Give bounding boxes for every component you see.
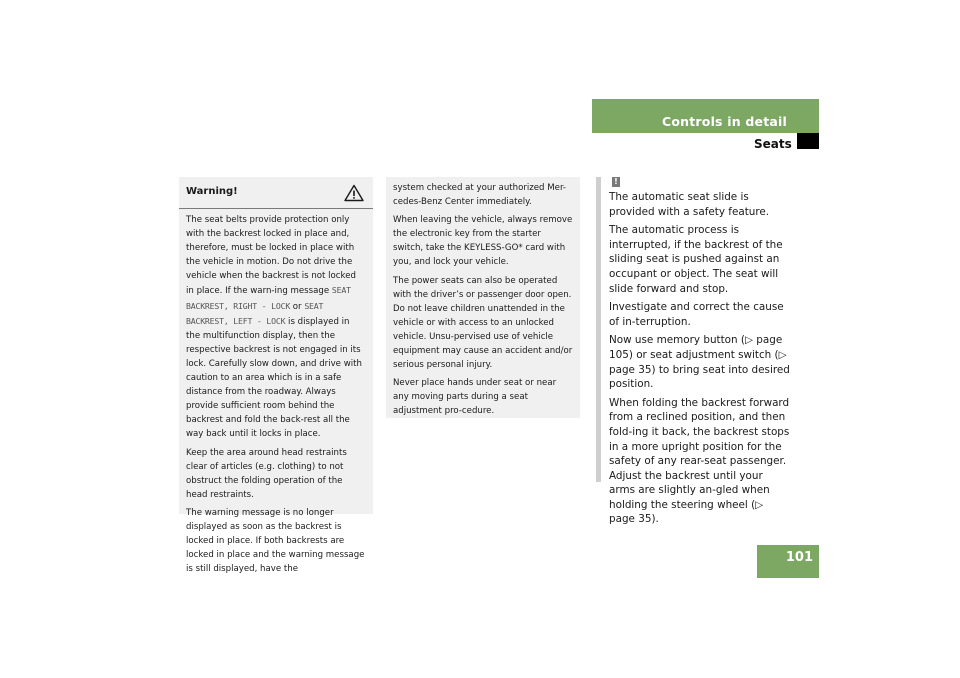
note-paragraph: Investigate and correct the cause of in-terruption. [609,301,784,328]
warning-triangle-icon [344,184,364,202]
warning-text: is displayed in the multifunction display, then the respective backrest is not engaged in its lock. Carefully slow down, and drive with caution to an area which is in a safe distance from the roadway. Always provide sufficient room behind the backrest and fold the back-rest all the way back until it locks in place. [186,316,362,440]
warning-paragraph: The power seats can also be operated with the driver’s or passenger door open. Do not leave children unattended in the vehicle or with access to an unlocked vehicle. Unsu-pervised use of vehicle equipment may cause an accident and/or serious personal injury. [393,275,573,371]
warning-text: The seat belts provide protection only with the backrest locked in place and, therefore, must be locked in place with the vehicle in motion. Do not drive the vehicle when the backrest is not locked in place. If the warn-ing message [186,215,356,297]
display-message-right: SEAT BACKREST, RIGHT - LOCK [186,285,351,311]
note-side-rule [596,177,601,482]
subsection-marker [797,133,819,149]
note-paragraph: The automatic process is interrupted, if the backrest of the sliding seat is pushed against an occupant or object. The seat will slide forward and stop. [609,224,783,295]
warning-box [179,177,373,575]
warning-paragraph: The warning message is no longer displayed as soon as the backrest is locked in place. If both backrests are locked in place and the warning message is still displayed, have the [186,507,365,575]
display-message-left: SEAT BACKREST, LEFT - LOCK [186,300,324,326]
page-number-box [757,545,819,578]
warning-title: Warning! [186,186,238,197]
note-body [609,190,791,531]
subsection-title: Seats [754,137,792,151]
warning-paragraph [186,213,366,442]
page-number: 101 [785,550,813,565]
warning-paragraph: When leaving the vehicle, always remove the electronic key from the starter switch, take the KEYLESS-GO* card with you, and lock your vehicle. [393,215,573,268]
warning-paragraph: Keep the area around head restraints clear of articles (e.g. clothing) to not obstruct the folding operation of the head restraints. [186,447,347,500]
warning-body [179,209,373,576]
warning-header [179,177,373,209]
warning-continued-body [386,177,580,419]
note-paragraph: When folding the backrest forward from a reclined position, and then fold-ing it back, the backrest stops in a more upright position for the safety of any rear-seat passenger. Adjust the backrest until your arms are slightly an-gled when holding the steering wheel (▷ page 35). [609,396,790,526]
warning-paragraph: system checked at your authorized Mer-cedes-Benz Center immediately. [393,183,567,208]
warning-paragraph: Never place hands under seat or near any moving parts during a seat adjustment pro-cedure. [393,378,557,417]
section-header-bar [592,99,819,133]
note-paragraph: Now use memory button (▷ page 105) or seat adjustment switch (▷ page 35) to bring seat into desired position. [609,334,790,391]
warning-continued-box [386,177,580,418]
note-paragraph: The automatic seat slide is provided with a safety feature. [609,191,770,218]
section-title: Controls in detail [661,114,787,129]
note-box [596,177,796,526]
exclamation-icon: ! [612,177,620,187]
warning-text: or [290,301,305,312]
